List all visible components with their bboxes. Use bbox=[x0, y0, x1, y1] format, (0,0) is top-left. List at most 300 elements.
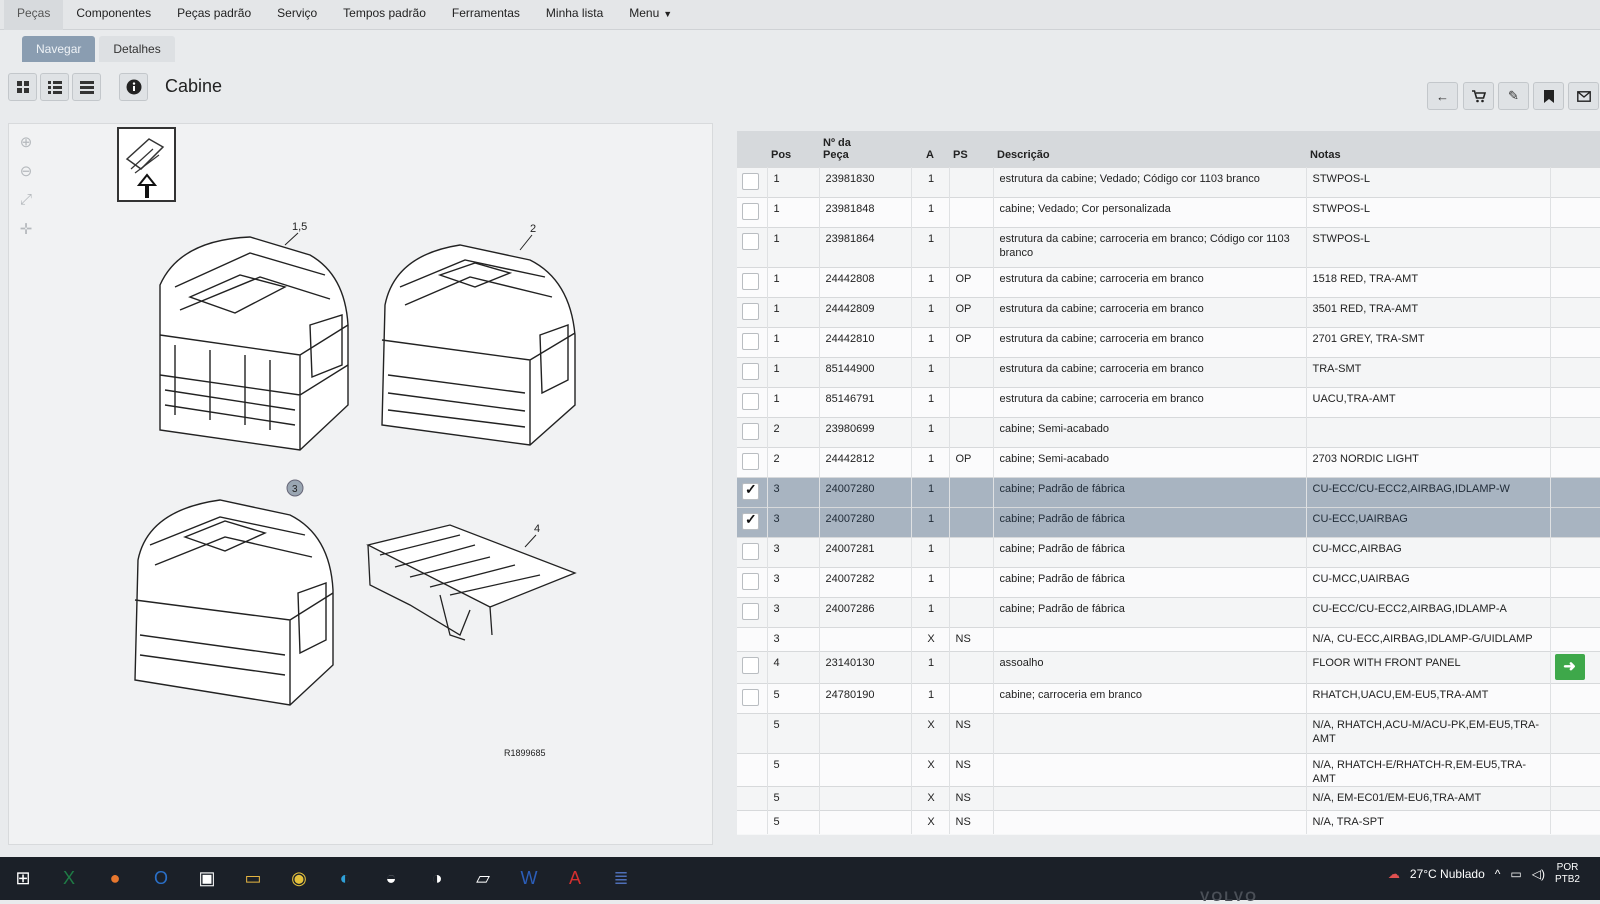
bookmark-icon bbox=[1544, 90, 1554, 103]
cell-part[interactable]: 23981864 bbox=[819, 227, 911, 267]
table-row[interactable] bbox=[737, 267, 1600, 297]
acrobat-icon[interactable]: A bbox=[568, 868, 581, 888]
pan-icon[interactable]: ✛ bbox=[19, 221, 33, 238]
cell-desc: estrutura da cabine; carroceria em branco bbox=[993, 267, 1306, 297]
cell-pos: 4 bbox=[767, 651, 819, 683]
cell-part[interactable]: 24007280 bbox=[819, 507, 911, 537]
cell-part[interactable]: 24007281 bbox=[819, 537, 911, 567]
cell-ps bbox=[949, 357, 993, 387]
table-header-row bbox=[737, 131, 1600, 167]
cell-ps: OP bbox=[949, 327, 993, 357]
cell-a: 1 bbox=[911, 683, 949, 713]
cell-ps: NS bbox=[949, 810, 993, 834]
callout-1: 1,5 bbox=[292, 221, 308, 233]
cell-pos: 1 bbox=[767, 387, 819, 417]
row-checkbox[interactable] bbox=[742, 233, 759, 250]
cell-select bbox=[737, 327, 767, 357]
cell-pos: 3 bbox=[767, 627, 819, 651]
table-row[interactable] bbox=[737, 651, 1600, 683]
table-row[interactable] bbox=[737, 477, 1600, 507]
cell-a: 1 bbox=[911, 567, 949, 597]
cell-action bbox=[1550, 567, 1600, 597]
cell-select bbox=[737, 417, 767, 447]
cell-select bbox=[737, 387, 767, 417]
table-row[interactable] bbox=[737, 357, 1600, 387]
mail-button[interactable] bbox=[1568, 82, 1599, 110]
parts-table bbox=[737, 131, 1600, 834]
cell-action bbox=[1550, 753, 1600, 786]
row-checkbox[interactable] bbox=[742, 423, 759, 440]
table-row[interactable] bbox=[737, 567, 1600, 597]
support-app-icon[interactable]: ◑ bbox=[431, 868, 443, 888]
up-arrow-icon bbox=[119, 129, 174, 200]
nav-item-3[interactable] bbox=[264, 0, 330, 30]
cell-desc: estrutura da cabine; carroceria em branco bbox=[993, 357, 1306, 387]
cell-notes: N/A, RHATCH,ACU-M/ACU-PK,EM-EU5,TRA-AMT bbox=[1306, 713, 1550, 753]
table-row[interactable] bbox=[737, 627, 1600, 651]
cell-action bbox=[1550, 651, 1600, 683]
cell-part[interactable]: 24442810 bbox=[819, 327, 911, 357]
cell-desc: cabine; Semi-acabado bbox=[993, 417, 1306, 447]
cell-pos: 2 bbox=[767, 447, 819, 477]
go-to-subgroup-icon[interactable]: ➜ bbox=[1555, 654, 1585, 680]
back-arrow-icon: ← bbox=[1436, 88, 1449, 104]
cell-part[interactable]: 24442809 bbox=[819, 297, 911, 327]
cell-pos: 1 bbox=[767, 197, 819, 227]
cell-ps bbox=[949, 537, 993, 567]
cell-notes: N/A, CU-ECC,AIRBAG,IDLAMP-G/UIDLAMP bbox=[1306, 627, 1550, 651]
cell-desc bbox=[993, 786, 1306, 810]
cell-notes: 2701 GREY, TRA-SMT bbox=[1306, 327, 1550, 357]
cell-a: X bbox=[911, 753, 949, 786]
cell-notes: STWPOS-L bbox=[1306, 167, 1550, 197]
cell-a: 1 bbox=[911, 357, 949, 387]
cell-a: X bbox=[911, 627, 949, 651]
cell-select bbox=[737, 537, 767, 567]
cell-ps: NS bbox=[949, 627, 993, 651]
cell-ps bbox=[949, 683, 993, 713]
nav-item-0[interactable] bbox=[4, 0, 63, 30]
tray-expand-icon[interactable]: ^ bbox=[1494, 867, 1501, 881]
row-checkbox[interactable] bbox=[742, 273, 759, 290]
edge-icon[interactable]: ◐ bbox=[339, 868, 351, 888]
cell-part bbox=[819, 753, 911, 786]
cell-action bbox=[1550, 417, 1600, 447]
cell-notes: UACU,TRA-AMT bbox=[1306, 387, 1550, 417]
cell-ps: OP bbox=[949, 447, 993, 477]
cell-ps bbox=[949, 651, 993, 683]
cell-select bbox=[737, 627, 767, 651]
cab-exploded-illustration[interactable] bbox=[120, 215, 600, 735]
cell-pos: 3 bbox=[767, 477, 819, 507]
zoom-tools bbox=[16, 133, 36, 238]
cell-desc: cabine; Padrão de fábrica bbox=[993, 477, 1306, 507]
chevron-down-icon: ▼ bbox=[663, 8, 673, 19]
cell-notes: N/A, RHATCH-E/RHATCH-R,EM-EU5,TRA-AMT bbox=[1306, 753, 1550, 786]
network-icon[interactable]: ▭ bbox=[1510, 867, 1522, 881]
cell-ps: NS bbox=[949, 786, 993, 810]
tab-details[interactable]: Detalhes bbox=[99, 36, 174, 62]
remote-app-icon[interactable]: ◒ bbox=[385, 868, 397, 888]
fit-screen-icon[interactable]: ⤢ bbox=[19, 191, 32, 208]
chrome-icon[interactable]: ◉ bbox=[291, 868, 307, 888]
header-ps[interactable]: PS bbox=[949, 131, 993, 167]
cell-part[interactable]: 85146791 bbox=[819, 387, 911, 417]
cell-desc bbox=[993, 753, 1306, 786]
cell-action bbox=[1550, 786, 1600, 810]
notes-app-icon[interactable]: ▱ bbox=[476, 868, 490, 888]
windows-taskbar bbox=[0, 857, 1600, 900]
cell-action bbox=[1550, 713, 1600, 753]
table-row[interactable] bbox=[737, 810, 1600, 834]
cab-structure-drawing bbox=[160, 237, 348, 450]
cell-action bbox=[1550, 297, 1600, 327]
cell-part[interactable]: 23980699 bbox=[819, 417, 911, 447]
cell-desc: estrutura da cabine; carroceria em branco bbox=[993, 387, 1306, 417]
cell-part[interactable]: 24442808 bbox=[819, 267, 911, 297]
cell-a: 1 bbox=[911, 267, 949, 297]
cell-action bbox=[1550, 167, 1600, 197]
row-checkbox[interactable] bbox=[742, 513, 759, 530]
floor-assembly-drawing bbox=[368, 525, 575, 640]
cell-action bbox=[1550, 387, 1600, 417]
cell-action bbox=[1550, 537, 1600, 567]
cell-action bbox=[1550, 327, 1600, 357]
cell-pos: 1 bbox=[767, 357, 819, 387]
row-checkbox[interactable] bbox=[742, 543, 759, 560]
detail-list-icon bbox=[80, 80, 94, 94]
zoom-out-icon[interactable]: ⊖ bbox=[19, 163, 33, 180]
page-title: Cabine bbox=[165, 76, 223, 96]
header-part-number[interactable] bbox=[819, 131, 911, 167]
table-row[interactable] bbox=[737, 197, 1600, 227]
nav-item-label: Ferramentas bbox=[451, 5, 520, 20]
cell-notes: 2703 NORDIC LIGHT bbox=[1306, 447, 1550, 477]
windows-start-icon[interactable]: ⊞ bbox=[15, 868, 31, 888]
cell-a: 1 bbox=[911, 327, 949, 357]
cell-desc: estrutura da cabine; carroceria em branco bbox=[993, 327, 1306, 357]
header-part-number-line1: Nº da bbox=[823, 136, 851, 149]
cell-select bbox=[737, 357, 767, 387]
header-description[interactable]: Descrição bbox=[993, 131, 1306, 167]
word-icon[interactable]: W bbox=[520, 868, 538, 888]
info-button[interactable] bbox=[119, 73, 148, 101]
info-icon bbox=[126, 79, 142, 95]
table-row[interactable] bbox=[737, 297, 1600, 327]
mail-icon bbox=[1577, 91, 1591, 102]
cell-ps: NS bbox=[949, 753, 993, 786]
table-row[interactable] bbox=[737, 417, 1600, 447]
cell-action bbox=[1550, 683, 1600, 713]
cell-pos: 5 bbox=[767, 786, 819, 810]
cell-select bbox=[737, 753, 767, 786]
subtabs bbox=[22, 36, 175, 62]
cell-pos: 1 bbox=[767, 167, 819, 197]
table-row[interactable] bbox=[737, 786, 1600, 810]
zoom-in-icon[interactable]: ⊕ bbox=[19, 134, 33, 151]
screen-capture-icon[interactable]: ▣ bbox=[198, 868, 216, 888]
detail-list-button[interactable] bbox=[72, 73, 101, 101]
cell-desc: cabine; Padrão de fábrica bbox=[993, 507, 1306, 537]
cell-pos: 3 bbox=[767, 507, 819, 537]
nav-item-7[interactable] bbox=[616, 0, 685, 30]
cell-action bbox=[1550, 197, 1600, 227]
row-checkbox[interactable] bbox=[742, 303, 759, 320]
header-select bbox=[737, 131, 767, 167]
cell-notes: CU-ECC,UAIRBAG bbox=[1306, 507, 1550, 537]
outlook-icon[interactable]: O bbox=[153, 868, 168, 888]
cell-pos: 5 bbox=[767, 753, 819, 786]
edit-button[interactable] bbox=[1498, 82, 1529, 110]
cell-select bbox=[737, 507, 767, 537]
cell-desc: cabine; Semi-acabado bbox=[993, 447, 1306, 477]
cell-select bbox=[737, 597, 767, 627]
cell-pos: 3 bbox=[767, 597, 819, 627]
callout-2: 2 bbox=[530, 223, 537, 235]
cell-part bbox=[819, 713, 911, 753]
cell-desc: cabine; carroceria em branco bbox=[993, 683, 1306, 713]
cell-notes: CU-MCC,UAIRBAG bbox=[1306, 567, 1550, 597]
cell-select bbox=[737, 197, 767, 227]
nav-item-label: Menu bbox=[629, 5, 660, 20]
system-tray bbox=[1388, 862, 1580, 886]
volume-icon[interactable]: ◁) bbox=[1531, 867, 1545, 881]
cell-action bbox=[1550, 810, 1600, 834]
cell-desc bbox=[993, 810, 1306, 834]
cell-a: 1 bbox=[911, 537, 949, 567]
cell-notes: N/A, TRA-SPT bbox=[1306, 810, 1550, 834]
header-notes[interactable]: Notas bbox=[1306, 131, 1550, 167]
file-explorer-icon[interactable]: ▭ bbox=[244, 868, 262, 888]
tab-navigate[interactable]: Navegar bbox=[22, 36, 95, 62]
cell-a: 1 bbox=[911, 167, 949, 197]
firefox-icon[interactable]: ● bbox=[109, 868, 121, 888]
header-a[interactable]: A bbox=[911, 131, 949, 167]
cell-desc: cabine; Padrão de fábrica bbox=[993, 597, 1306, 627]
cell-notes: 3501 RED, TRA-AMT bbox=[1306, 297, 1550, 327]
cell-ps bbox=[949, 167, 993, 197]
cell-part[interactable]: 23140130 bbox=[819, 651, 911, 683]
cell-ps bbox=[949, 567, 993, 597]
table-row[interactable] bbox=[737, 447, 1600, 477]
cell-notes: CU-MCC,AIRBAG bbox=[1306, 537, 1550, 567]
row-checkbox[interactable] bbox=[742, 657, 759, 674]
cab-factory-drawing bbox=[135, 500, 333, 705]
cell-notes bbox=[1306, 417, 1550, 447]
cell-notes: RHATCH,UACU,EM-EU5,TRA-AMT bbox=[1306, 683, 1550, 713]
grid-view-button[interactable] bbox=[8, 73, 37, 101]
cell-part[interactable]: 85144900 bbox=[819, 357, 911, 387]
row-checkbox[interactable] bbox=[742, 603, 759, 620]
cell-a: X bbox=[911, 713, 949, 753]
monitor-brand: VOLVO bbox=[1200, 888, 1258, 904]
document-app-icon[interactable]: ≣ bbox=[613, 868, 629, 888]
language-indicator[interactable] bbox=[1555, 862, 1580, 886]
table-row[interactable] bbox=[737, 753, 1600, 786]
cell-ps bbox=[949, 227, 993, 267]
table-row[interactable] bbox=[737, 683, 1600, 713]
nav-item-label: Tempos padrão bbox=[343, 5, 426, 20]
row-checkbox[interactable] bbox=[742, 393, 759, 410]
cell-ps: NS bbox=[949, 713, 993, 753]
cell-desc: estrutura da cabine; Vedado; Código cor 1103 branco bbox=[993, 167, 1306, 197]
cell-pos: 1 bbox=[767, 327, 819, 357]
cell-part bbox=[819, 810, 911, 834]
cell-a: X bbox=[911, 786, 949, 810]
row-checkbox[interactable] bbox=[742, 363, 759, 380]
cell-pos: 3 bbox=[767, 567, 819, 597]
table-row[interactable] bbox=[737, 537, 1600, 567]
cell-select bbox=[737, 713, 767, 753]
table-row[interactable] bbox=[737, 387, 1600, 417]
callout-4: 4 bbox=[534, 523, 541, 535]
parts-table-container bbox=[737, 131, 1600, 835]
nav-item-label: Peças padrão bbox=[177, 5, 252, 20]
cell-ps bbox=[949, 477, 993, 507]
cart-button[interactable] bbox=[1463, 82, 1494, 110]
cell-pos: 1 bbox=[767, 297, 819, 327]
cell-a: 1 bbox=[911, 447, 949, 477]
cell-notes: N/A, EM-EC01/EM-EU6,TRA-AMT bbox=[1306, 786, 1550, 810]
cell-ps bbox=[949, 507, 993, 537]
header-part-number-line2: Peça bbox=[823, 148, 849, 161]
list-view-button[interactable] bbox=[40, 73, 69, 101]
table-row[interactable] bbox=[737, 507, 1600, 537]
cell-part[interactable]: 24780190 bbox=[819, 683, 911, 713]
parent-group-thumbnail[interactable] bbox=[117, 127, 176, 202]
cell-desc bbox=[993, 627, 1306, 651]
cell-ps bbox=[949, 417, 993, 447]
cell-notes: STWPOS-L bbox=[1306, 227, 1550, 267]
cell-select bbox=[737, 227, 767, 267]
nav-item-label: Minha lista bbox=[545, 5, 604, 20]
cell-action bbox=[1550, 597, 1600, 627]
cell-desc: estrutura da cabine; carroceria em branco; Código cor 1103 branco bbox=[993, 227, 1306, 267]
cell-notes: STWPOS-L bbox=[1306, 197, 1550, 227]
keyboard-layout: PTB2 bbox=[1554, 874, 1580, 885]
nav-item-label: Serviço bbox=[277, 5, 318, 20]
cell-part bbox=[819, 627, 911, 651]
row-checkbox[interactable] bbox=[742, 173, 759, 190]
cell-desc: cabine; Padrão de fábrica bbox=[993, 567, 1306, 597]
header-pos[interactable]: Pos bbox=[767, 131, 819, 167]
pencil-icon: ✎ bbox=[1508, 88, 1519, 103]
cell-a: 1 bbox=[911, 387, 949, 417]
row-checkbox[interactable] bbox=[742, 453, 759, 470]
cell-part[interactable]: 23981848 bbox=[819, 197, 911, 227]
cell-part bbox=[819, 786, 911, 810]
cell-select bbox=[737, 810, 767, 834]
row-checkbox[interactable] bbox=[742, 689, 759, 706]
nav-item-label: Peças bbox=[17, 5, 51, 20]
cell-desc: assoalho bbox=[993, 651, 1306, 683]
row-checkbox[interactable] bbox=[742, 483, 759, 500]
cell-ps: OP bbox=[949, 267, 993, 297]
cell-a: 1 bbox=[911, 477, 949, 507]
nav-item-label: Componentes bbox=[76, 5, 152, 20]
cell-a: 1 bbox=[911, 227, 949, 267]
cell-pos: 1 bbox=[767, 267, 819, 297]
cell-a: 1 bbox=[911, 197, 949, 227]
cell-desc bbox=[993, 713, 1306, 753]
cell-part[interactable]: 24007286 bbox=[819, 597, 911, 627]
cell-pos: 5 bbox=[767, 683, 819, 713]
cell-action bbox=[1550, 627, 1600, 651]
cell-select bbox=[737, 297, 767, 327]
cell-a: 1 bbox=[911, 651, 949, 683]
nav-item-1[interactable] bbox=[63, 0, 164, 30]
row-checkbox[interactable] bbox=[742, 573, 759, 590]
cell-pos: 2 bbox=[767, 417, 819, 447]
cell-desc: estrutura da cabine; carroceria em branco bbox=[993, 297, 1306, 327]
row-checkbox[interactable] bbox=[742, 333, 759, 350]
illustration-reference: R1899685 bbox=[504, 748, 546, 758]
table-row[interactable] bbox=[737, 597, 1600, 627]
list-view-icon bbox=[48, 80, 62, 94]
cell-part[interactable]: 24442812 bbox=[819, 447, 911, 477]
nav-item-2[interactable] bbox=[164, 0, 264, 30]
cell-select bbox=[737, 567, 767, 597]
cell-a: 1 bbox=[911, 507, 949, 537]
language-code: POR bbox=[1556, 862, 1579, 873]
cell-select bbox=[737, 683, 767, 713]
table-row[interactable] bbox=[737, 167, 1600, 197]
table-row[interactable] bbox=[737, 713, 1600, 753]
cell-ps: OP bbox=[949, 297, 993, 327]
cell-action bbox=[1550, 477, 1600, 507]
callout-3: 3 bbox=[292, 484, 298, 495]
nav-item-5[interactable] bbox=[439, 0, 533, 30]
table-row[interactable] bbox=[737, 227, 1600, 267]
grid-view-icon bbox=[16, 80, 30, 94]
cell-notes: CU-ECC/CU-ECC2,AIRBAG,IDLAMP-A bbox=[1306, 597, 1550, 627]
cell-action bbox=[1550, 227, 1600, 267]
cell-part[interactable]: 24007280 bbox=[819, 477, 911, 507]
cell-notes: TRA-SMT bbox=[1306, 357, 1550, 387]
row-checkbox[interactable] bbox=[742, 203, 759, 220]
cell-a: X bbox=[911, 810, 949, 834]
cell-pos: 5 bbox=[767, 810, 819, 834]
cell-ps bbox=[949, 197, 993, 227]
cell-a: 1 bbox=[911, 417, 949, 447]
nav-item-6[interactable] bbox=[533, 0, 616, 30]
cell-part[interactable]: 24007282 bbox=[819, 567, 911, 597]
cell-a: 1 bbox=[911, 297, 949, 327]
cell-pos: 1 bbox=[767, 227, 819, 267]
header-action bbox=[1550, 131, 1600, 167]
parts-table-body bbox=[737, 167, 1600, 834]
top-navigation bbox=[0, 0, 1600, 30]
cell-desc: cabine; Vedado; Cor personalizada bbox=[993, 197, 1306, 227]
weather-text[interactable]: 27°C Nublado bbox=[1409, 867, 1485, 881]
cell-part[interactable]: 23981830 bbox=[819, 167, 911, 197]
cell-select bbox=[737, 477, 767, 507]
table-row[interactable] bbox=[737, 327, 1600, 357]
excel-icon[interactable]: X bbox=[62, 868, 75, 888]
cell-select bbox=[737, 786, 767, 810]
weather-icon: ☁ bbox=[1387, 867, 1400, 881]
nav-item-4[interactable] bbox=[330, 0, 439, 30]
cell-desc: cabine; Padrão de fábrica bbox=[993, 537, 1306, 567]
cell-select bbox=[737, 447, 767, 477]
cell-select bbox=[737, 167, 767, 197]
cell-pos: 3 bbox=[767, 537, 819, 567]
cell-action bbox=[1550, 507, 1600, 537]
bookmark-button[interactable] bbox=[1533, 82, 1564, 110]
cell-ps bbox=[949, 597, 993, 627]
back-button[interactable] bbox=[1427, 82, 1458, 110]
cell-ps bbox=[949, 387, 993, 417]
